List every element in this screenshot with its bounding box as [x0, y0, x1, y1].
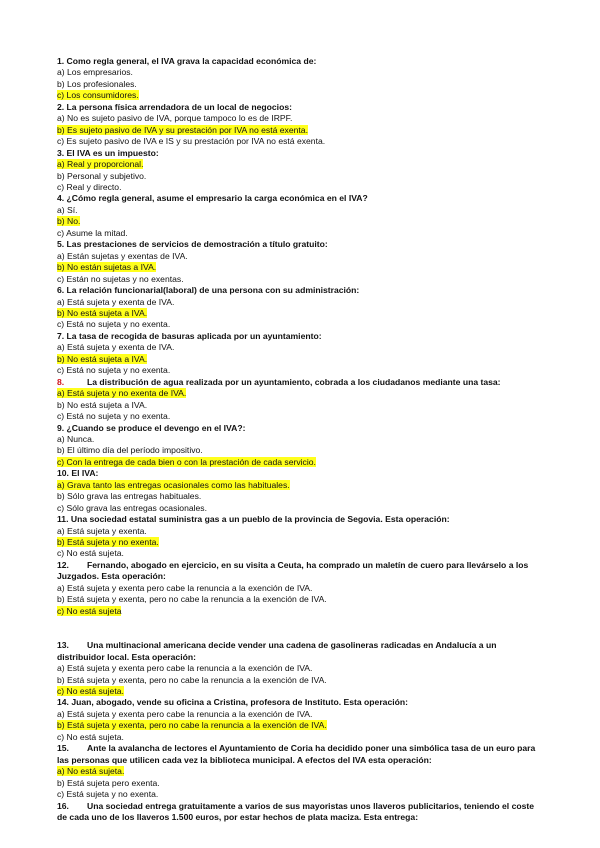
option-12c-answer: c) No está sujeta	[57, 605, 122, 616]
option-5b-answer: b) No están sujetas a IVA.	[57, 262, 157, 273]
option-4a: a) Sí.	[57, 204, 78, 215]
option-4b-answer: b) No.	[57, 216, 81, 227]
question-8-text: La distribución de agua realizada por un ayuntamiento, cobrada a los ciudadanos mediante una tasa:	[87, 376, 501, 387]
option-15a-answer: a) No está sujeta.	[57, 766, 125, 777]
option-3b: b) Personal y subjetivo.	[57, 170, 147, 181]
question-4: 4. ¿Cómo regla general, asume el empresario la carga económica en el IVA?	[57, 193, 368, 204]
option-2b-answer: b) Es sujeto pasivo de IVA y su prestación por IVA no está exenta.	[57, 124, 308, 135]
question-1: 1. Como regla general, el IVA grava la capacidad económica de:	[57, 56, 317, 66]
option-14b-answer: b) Está sujeta y exenta, pero no cabe la renuncia a la exención de IVA.	[57, 720, 327, 731]
question-9: 9. ¿Cuando se produce el devengo en el IVA?:	[57, 422, 246, 433]
question-7: 7. La tasa de recogida de basuras aplicada por un ayuntamiento:	[57, 330, 322, 341]
option-10b: b) Sólo grava las entregas habituales.	[57, 491, 202, 502]
option-8b: b) No está sujeta a IVA.	[57, 399, 148, 410]
option-11c: c) No está sujeta.	[57, 548, 124, 559]
option-6a: a) Está sujeta y exenta de IVA.	[57, 296, 175, 307]
question-10: 10. El IVA:	[57, 468, 99, 479]
option-12b: b) Está sujeta y exenta, pero no cabe la renuncia a la exención de IVA.	[57, 594, 327, 605]
question-12-number: 12.	[57, 559, 69, 570]
question-15-number: 15.	[57, 743, 69, 754]
option-2a: a) No es sujeto pasivo de IVA, porque tampoco lo es de IRPF.	[57, 113, 293, 124]
question-16	[57, 801, 545, 824]
question-8	[57, 377, 545, 388]
option-8c: c) Está no sujeta y no exenta.	[57, 411, 171, 422]
option-15c: c) Está sujeta y no exenta.	[57, 789, 159, 800]
question-14: 14. Juan, abogado, vende su oficina a Cristina, profesora de Instituto. Esta operación:	[57, 697, 408, 708]
option-12a: a) Está sujeta y exenta pero cabe la renuncia a la exención de IVA.	[57, 582, 313, 593]
option-14a: a) Está sujeta y exenta pero cabe la renuncia a la exención de IVA.	[57, 708, 313, 719]
option-7a: a) Está sujeta y exenta de IVA.	[57, 342, 175, 353]
blank-space	[57, 617, 545, 640]
option-1c-answer: c) Los consumidores.	[57, 90, 139, 101]
question-16-number: 16.	[57, 800, 69, 811]
option-3a-answer: a) Real y proporcional.	[57, 159, 144, 170]
question-12-text: Fernando, abogado en ejercicio, en su visita a Ceuta, ha comprado un maletín de cuero para llevárselo a los Juzgados. Esta operación:	[57, 559, 529, 582]
question-15	[57, 743, 545, 766]
option-4c: c) Asume la mitad.	[57, 227, 128, 238]
option-11a: a) Está sujeta y exenta.	[57, 525, 147, 536]
question-13	[57, 640, 545, 663]
option-10a-answer: a) Grava tanto las entregas ocasionales como las habituales.	[57, 479, 290, 490]
option-15b: b) Está sujeta pero exenta.	[57, 777, 160, 788]
option-9b: b) El último día del período impositivo.	[57, 445, 203, 456]
question-13-number: 13.	[57, 640, 69, 651]
question-6: 6. La relación funcionarial(laboral) de una persona con su administración:	[57, 285, 360, 296]
option-5a: a) Están sujetas y exentas de IVA.	[57, 250, 188, 261]
question-8-number: 8.	[57, 376, 65, 387]
question-12	[57, 560, 545, 583]
option-10c: c) Sólo grava las entregas ocasionales.	[57, 502, 207, 513]
option-3c: c) Real y directo.	[57, 181, 122, 192]
question-3: 3. El IVA es un impuesto:	[57, 147, 159, 158]
question-5: 5. Las prestaciones de servicios de demostración a título gratuito:	[57, 239, 328, 250]
option-7c: c) Está no sujeta y no exenta.	[57, 365, 171, 376]
option-1b: b) Los profesionales.	[57, 78, 137, 89]
option-9c-answer: c) Con la entrega de cada bien o con la prestación de cada servicio.	[57, 456, 316, 467]
option-13b: b) Está sujeta y exenta, pero no cabe la renuncia a la exención de IVA.	[57, 674, 327, 685]
exam-document	[57, 56, 545, 823]
question-16-text: Una sociedad entrega gratuitamente a varios de sus mayoristas unos llaveros publicitarios, teniendo el coste de cada uno de los llaveros 1.500 euros, por estar hechos de plata maciza. Esta entrega:	[57, 800, 535, 822]
question-2: 2. La persona física arrendadora de un local de negocios:	[57, 101, 292, 112]
option-6b-answer: b) No está sujeta a IVA.	[57, 307, 148, 318]
option-13c-answer: c) No está sujeta.	[57, 686, 124, 697]
option-5c: c) Están no sujetas y no exentas.	[57, 273, 184, 284]
option-13a: a) Está sujeta y exenta pero cabe la renuncia a la exención de IVA.	[57, 663, 313, 674]
option-8a-answer: a) Está sujeta y no exenta de IVA.	[57, 388, 187, 399]
option-6c: c) Está no sujeta y no exenta.	[57, 319, 171, 330]
option-11b-answer: b) Está sujeta y no exenta.	[57, 537, 159, 548]
question-11: 11. Una sociedad estatal suministra gas a un pueblo de la provincia de Segovia. Esta operación:	[57, 514, 450, 525]
option-7b-answer: b) No está sujeta a IVA.	[57, 353, 148, 364]
option-14c: c) No está sujeta.	[57, 731, 124, 742]
question-15-text: Ante la avalancha de lectores el Ayuntamiento de Coria ha decidido poner una simbólica tasa de un euro para las personas que utilicen cada vez la biblioteca municipal. A efectos del IVA esta operación:	[57, 743, 536, 765]
option-1a: a) Los empresarios.	[57, 67, 133, 78]
option-9a: a) Nunca.	[57, 433, 95, 444]
question-13-text: Una multinacional americana decide vender una cadena de gasolineras radicadas en Andalucía a un distribuidor local. Esta operación:	[57, 640, 497, 662]
option-2c: c) Es sujeto pasivo de IVA e IS y su prestación por IVA no está exenta.	[57, 136, 326, 147]
